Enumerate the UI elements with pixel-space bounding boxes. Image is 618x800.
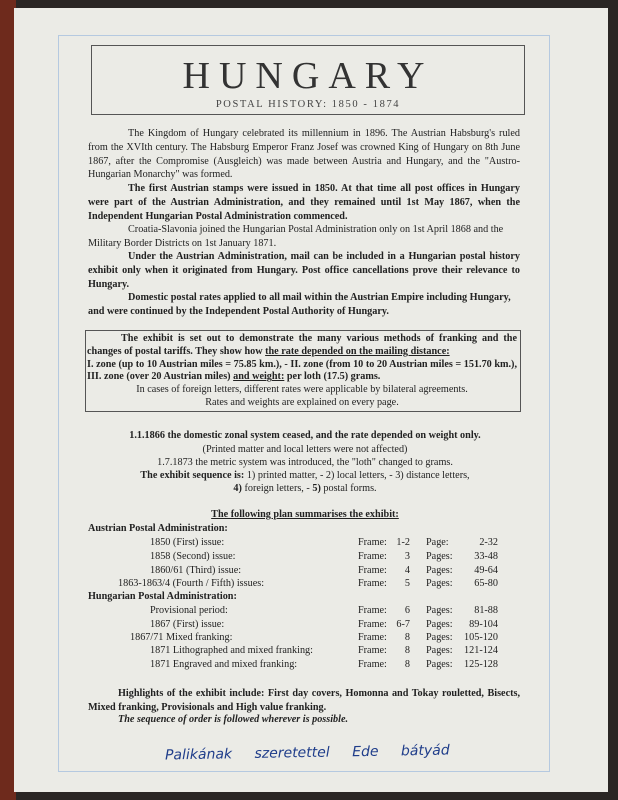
plan-row-issue: 1858 (Second) issue: — [150, 551, 236, 562]
plan-row-frame-value: 8 — [404, 659, 410, 670]
box-line-3: In cases of foreign letters, different rates were applicable by bilateral agreements. — [136, 384, 468, 395]
plan-row-issue: 1860/61 (Third) issue: — [150, 565, 242, 576]
plan-row-frame-label: Frame: — [358, 565, 387, 576]
plan-row-frame-label: Frame: — [358, 659, 387, 670]
handwritten-dedication: Palikának szeretettel Ede bátyád — [164, 742, 450, 764]
intro-paragraph-3: Croatia-Slavonia joined the Hungarian Postal Administration only on 1st April 1868 and the Military Border Districts on 1st January 1871. — [88, 224, 504, 249]
plan-row-frame-label: Frame: — [358, 537, 387, 548]
plan-row-frame-value: 8 — [404, 645, 410, 656]
plan-row-frame-value: 4 — [404, 565, 410, 576]
plan-row-frame-label: Frame: — [358, 632, 387, 643]
box-line-4: Rates and weights are explained on every page. — [205, 397, 399, 408]
sequence-label: The exhibit sequence is: — [140, 470, 245, 481]
metric-system-line: 1.7.1873 the metric system was introduced, the "loth" changed to grams. — [157, 457, 453, 468]
exhibit-description — [87, 333, 517, 384]
plan-row-frame-value: 8 — [404, 632, 410, 643]
plan-row-page-value: 121-124 — [464, 645, 498, 656]
plan-row-issue: 1871 Lithographed and mixed franking: — [150, 645, 313, 656]
plan-row-issue: Provisional period: — [150, 605, 228, 616]
plan-row-page-value: 81-88 — [474, 605, 498, 616]
plan-row-frame-label: Frame: — [358, 645, 387, 656]
weight-system-line: 1.1.1866 the domestic zonal system ceased, and the rate depended on weight only. — [129, 430, 481, 441]
intro-paragraph-2: The first Austrian stamps were issued in 1850. At that time all post offices in Hungary were part of the Austrian Administration, and they remained until 1st May 1867, when the Independent Hungarian Postal Administration commenced. — [88, 183, 520, 222]
plan-row-page-value: 49-64 — [474, 565, 498, 576]
plan-row-page-label: Pages: — [426, 578, 453, 589]
plan-row-page-label: Pages: — [426, 619, 453, 630]
exhibit-sequence-line — [70, 469, 540, 483]
austrian-admin-heading: Austrian Postal Administration: — [88, 523, 228, 534]
plan-row-frame-label: Frame: — [358, 578, 387, 589]
seq-5-label: postal forms. — [320, 483, 377, 494]
plan-row-page-label: Pages: — [426, 565, 453, 576]
printed-matter-note: (Printed matter and local letters were not affected) — [202, 444, 408, 455]
plan-row-frame-value: 6 — [404, 605, 410, 616]
plan-row-frame-label: Frame: — [358, 551, 387, 562]
seq-4: 4) — [233, 483, 242, 494]
box-line-2-end: per loth (17.5) grams. — [284, 371, 381, 383]
exhibit-sequence-line-2 — [70, 482, 540, 496]
plan-row-page-label: Pages: — [426, 659, 453, 670]
plan-row-page-value: 89-104 — [469, 619, 498, 630]
plan-row-page-value: 33-48 — [474, 551, 498, 562]
intro-paragraph-5: Domestic postal rates applied to all mail within the Austrian Empire including Hungary, and were continued by the Independent Postal Authority of Hungary. — [88, 292, 511, 317]
box-distance-underlined: the rate depended on the mailing distance: — [265, 345, 450, 357]
plan-row-frame-label: Frame: — [358, 605, 387, 616]
plan-row-frame-label: Frame: — [358, 619, 387, 630]
plan-row-page-value: 125-128 — [464, 659, 498, 670]
plan-row-frame-value: 3 — [404, 551, 410, 562]
intro-paragraph-1: The Kingdom of Hungary celebrated its millennium in 1896. The Austrian Habsburg's ruled from the XVIth century. The Habsburg Emperor Franz Josef was crowned King of Hungary on 8th June 1867, after the Compromise (Ausgleich) was made between Austria and Hungary, and the "Austro-Hungarian Monarchy" was formed. — [88, 128, 520, 181]
highlights-paragraph: Highlights of the exhibit include: First day covers, Homonna and Tokay rouletted, Bisects, Mixed franking, Provisionals and High value franking. — [88, 688, 520, 713]
plan-row-issue: 1867 (First) issue: — [150, 619, 225, 630]
sequence-note: The sequence of order is followed wherever is possible. — [118, 714, 349, 725]
seq-4-label: foreign letters, - — [241, 483, 313, 494]
plan-row-page-label: Pages: — [426, 551, 453, 562]
plan-row-page-label: Page: — [426, 537, 449, 548]
box-line-2: I. zone (up to 10 Austrian miles = 75.85 km.), - II. zone (from 10 to 20 Austrian miles = 151.70 km.), III. zone (over 20 Austrian miles) — [87, 358, 517, 383]
hungarian-admin-heading: Hungarian Postal Administration: — [88, 591, 237, 602]
plan-row-frame-value: 6-7 — [396, 619, 410, 630]
seq-5: 5) — [312, 483, 321, 494]
page-subtitle: POSTAL HISTORY: 1850 - 1874 — [215, 99, 401, 110]
plan-heading: The following plan summarises the exhibit: — [211, 509, 399, 520]
plan-row-page-value: 105-120 — [464, 632, 498, 643]
intro-paragraph-4: Under the Austrian Administration, mail can be included in a Hungarian postal history exhibit only when it originated from Hungary. Post office cancellations prove their relevance to Hungary. — [88, 251, 520, 290]
plan-row-frame-value: 5 — [404, 578, 410, 589]
plan-row-page-label: Pages: — [426, 632, 453, 643]
plan-row-issue: 1863-1863/4 (Fourth / Fifth) issues: — [118, 578, 265, 589]
plan-row-issue: 1867/71 Mixed franking: — [130, 632, 233, 643]
sequence-items-1-3: 1) printed matter, - 2) local letters, - 3) distance letters, — [244, 470, 470, 481]
box-line-1: The exhibit is set out to demonstrate the many various methods of franking and the changes of postal tariffs. They show how — [87, 333, 517, 357]
plan-row-issue: 1871 Engraved and mixed franking: — [150, 659, 298, 670]
plan-row-page-label: Pages: — [426, 605, 453, 616]
plan-row-issue: 1850 (First) issue: — [150, 537, 225, 548]
plan-row-page-value: 2-32 — [479, 537, 498, 548]
plan-row-page-label: Pages: — [426, 645, 453, 656]
title-box — [91, 45, 525, 115]
page-title: HUNGARY — [182, 55, 434, 97]
plan-row-frame-value: 1-2 — [396, 537, 410, 548]
plan-row-page-value: 65-80 — [474, 578, 498, 589]
box-weight-underlined: and weight: — [233, 371, 285, 383]
